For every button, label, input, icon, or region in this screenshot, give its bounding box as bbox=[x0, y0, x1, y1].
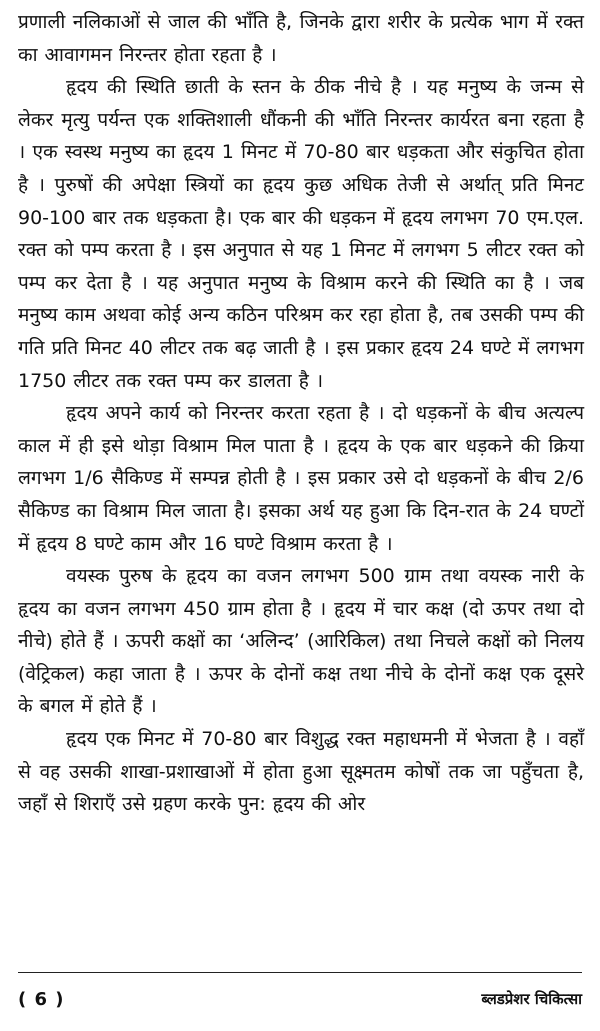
paragraph-continuation: प्रणाली नलिकाओं से जाल की भाँति है, जिनके द्वारा शरीर के प्रत्येक भाग में रक्त का आवागमन निरन्तर होता रहता है । bbox=[18, 11, 584, 66]
page-footer bbox=[18, 984, 582, 1014]
page-body bbox=[18, 6, 584, 821]
paragraph-heart-position: हृदय की स्थिति छाती के स्तन के ठीक नीचे है । यह मनुष्य के जन्म से लेकर मृत्यु पर्यन्त एक शक्तिशाली धौंकनी की भाँति निरन्तर कार्यरत बना रहता है । एक स्वस्थ मनुष्य का हृदय 1 मिनट में 70-80 बार धड़कता और संकुचित होता है । पुरुषों की अपेक्षा स्त्रियों का हृदय कुछ अधिक तेजी से अर्थात् प्रति मिनट 90-100 बार तक धड़कता है। एक बार की धड़कन में हृदय लगभग 70 एम.एल. रक्त को पम्प करता है । इस अनुपात से यह 1 मिनट में लगभग 5 लीटर रक्त को पम्प कर देता है । यह अनुपात मनुष्य के विश्राम करने की स्थिति का है । जब मनुष्य काम अथवा कोई अन्य कठिन परिश्रम कर रहा होता है, तब उसकी पम्प की गति प्रति मिनट 40 लीटर तक बढ़ जाती है । इस प्रकार हृदय 24 घण्टे में लगभग 1750 लीटर तक रक्त पम्प कर डालता है । bbox=[18, 76, 584, 392]
paragraph-heart-weight: वयस्क पुरुष के हृदय का वजन लगभग 500 ग्राम तथा वयस्क नारी के हृदय का वजन लगभग 450 ग्राम होता है । हृदय में चार कक्ष (दो ऊपर तथा दो नीचे) होते हैं । ऊपरी कक्षों का ‘अलिन्द’ (आरिकिल) तथा निचले कक्षों को निलय (वेट्रिकल) कहा जाता है । ऊपर के दोनों कक्ष तथा नीचे के दोनों कक्ष एक दूसरे के बगल में होते हैं । bbox=[18, 565, 584, 718]
page-number: ( 6 ) bbox=[18, 988, 65, 1010]
paragraph-blood-flow: हृदय एक मिनट में 70-80 बार विशुद्ध रक्त महाधमनी में भेजता है । वहाँ से वह उसकी शाखा-प्रशाखाओं में होता हुआ सूक्ष्मतम कोषों तक जा पहुँचता है, जहाँ से शिराएँ उसे ग्रहण करके पुन: हृदय की ओर bbox=[18, 728, 584, 816]
running-title: ब्लडप्रेशर चिकित्सा bbox=[481, 990, 582, 1008]
footer-divider bbox=[18, 972, 582, 973]
paragraph-heart-rest: हृदय अपने कार्य को निरन्तर करता रहता है । दो धड़कनों के बीच अत्यल्प काल में ही इसे थोड़ा विश्राम मिल पाता है । हृदय के एक बार धड़कने की क्रिया लगभग 1/6 सैकिण्ड में सम्पन्न होती है । इस प्रकार उसे दो धड़कनों के बीच 2/6 सैकिण्ड का विश्राम मिल जाता है। इसका अर्थ यह हुआ कि दिन-रात के 24 घण्टों में हृदय 8 घण्टे काम और 16 घण्टे विश्राम करता है । bbox=[18, 402, 584, 555]
